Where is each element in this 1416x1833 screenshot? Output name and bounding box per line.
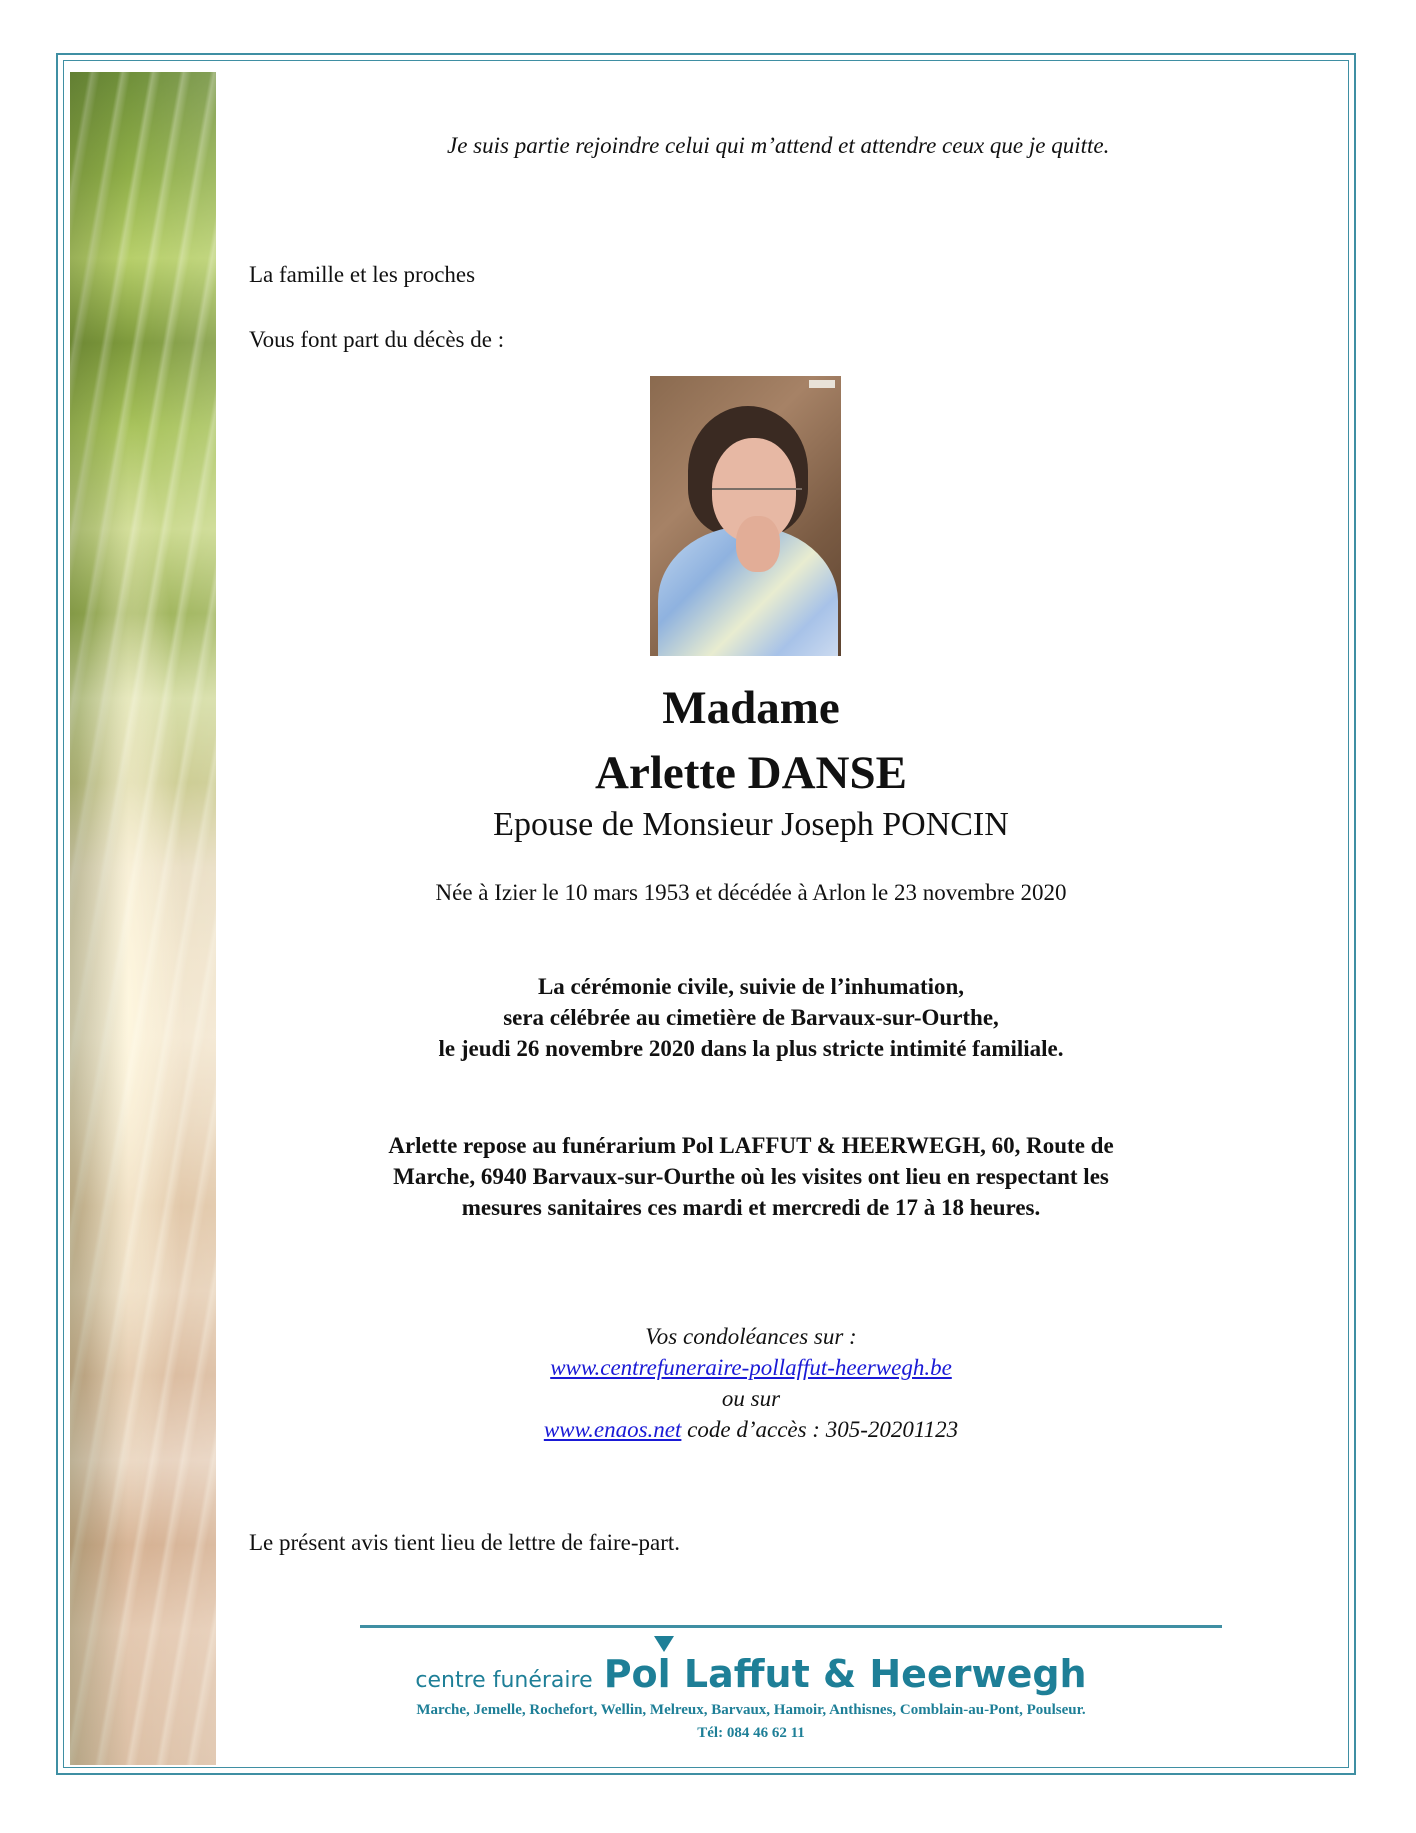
deceased-name: Arlette DANSE bbox=[595, 747, 907, 799]
intro-family: La famille et les proches bbox=[249, 262, 476, 287]
decorative-forest-strip bbox=[70, 72, 216, 1765]
logo-triangle-icon bbox=[654, 1636, 674, 1652]
intro-announcement: Vous font part du décès de : bbox=[249, 327, 505, 352]
strip-shade-overlay bbox=[70, 72, 216, 1765]
condolences-or: ou sur bbox=[721, 1386, 781, 1411]
ceremony-details bbox=[216, 971, 1286, 1064]
closing-note: Le présent avis tient lieu de lettre de faire-part. bbox=[249, 1530, 681, 1555]
deceased-title: Madame bbox=[662, 682, 840, 734]
condolences-enaos-line bbox=[216, 1414, 1286, 1445]
footer-divider bbox=[360, 1625, 1222, 1628]
condolences-link-funeral-home[interactable]: www.centrefuneraire-pollaffut-heerwegh.be bbox=[550, 1355, 952, 1380]
repose-line: Arlette repose au funérarium Pol LAFFUT & HEERWEGH, 60, Route de bbox=[388, 1133, 1114, 1158]
photo-glasses bbox=[712, 488, 802, 508]
photo-hand bbox=[736, 516, 780, 572]
footer-towns: Marche, Jemelle, Rochefort, Wellin, Melreux, Barvaux, Hamoir, Anthisnes, Comblain-au-Pont, Poulseur. bbox=[416, 1702, 1086, 1718]
deceased-dates: Née à Izier le 10 mars 1953 et décédée à Arlon le 23 novembre 2020 bbox=[435, 880, 1067, 905]
ceremony-line: La cérémonie civile, suivie de l’inhumation, bbox=[537, 974, 965, 999]
epigraph: Je suis partie rejoindre celui qui m’attend et attendre ceux que je quitte. bbox=[447, 133, 1110, 158]
ceremony-line: sera célébrée au cimetière de Barvaux-sur-Ourthe, bbox=[503, 1005, 999, 1030]
footer-phone: Tél: 084 46 62 11 bbox=[697, 1725, 805, 1741]
condolences-intro: Vos condoléances sur : bbox=[645, 1324, 857, 1349]
repose-line: mesures sanitaires ces mardi et mercredi de 17 à 18 heures. bbox=[461, 1195, 1041, 1220]
condolences-link-line bbox=[216, 1352, 1286, 1383]
repose-line: Marche, 6940 Barvaux-sur-Ourthe où les visites ont lieu en respectant les bbox=[393, 1164, 1109, 1189]
ceremony-line: le jeudi 26 novembre 2020 dans la plus stricte intimité familiale. bbox=[438, 1036, 1064, 1061]
logo-name: Pol Laffut & Heerwegh bbox=[603, 1652, 1087, 1696]
condolences-link-enaos[interactable]: www.enaos.net bbox=[543, 1417, 682, 1442]
access-code: code d’accès : 305-20201123 bbox=[681, 1417, 959, 1442]
page-frame-inner bbox=[63, 60, 1349, 1768]
logo-prefix: centre funéraire bbox=[415, 1668, 593, 1693]
deceased-photo bbox=[650, 376, 841, 656]
photo-corner-tag bbox=[809, 380, 835, 388]
funeral-home-logo bbox=[216, 1652, 1286, 1696]
deceased-spouse: Epouse de Monsieur Joseph PONCIN bbox=[493, 806, 1009, 843]
repose-details bbox=[216, 1130, 1286, 1223]
